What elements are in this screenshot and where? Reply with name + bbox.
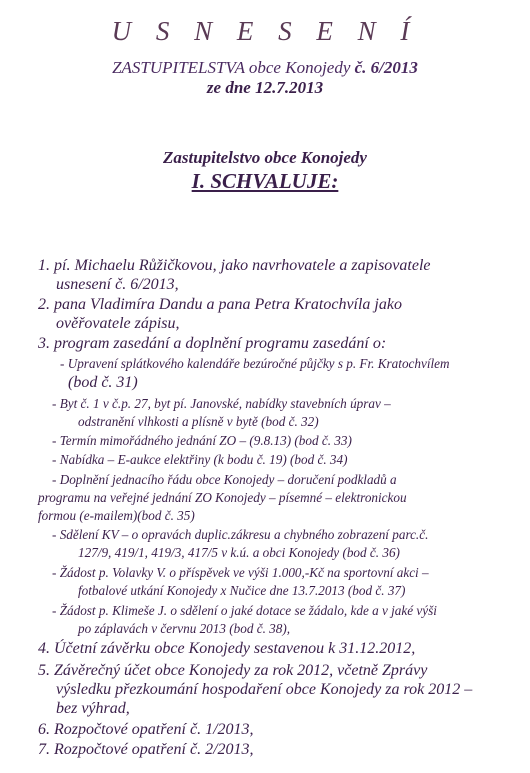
list-item: 4. Účetní závěrku obce Konojedy sestavenou k 31.12.2012, [38, 640, 416, 657]
sub-item: - Termín mimořádného jednání ZO – (9.8.13) (bod č. 33) [52, 433, 352, 448]
list-item-continuation: výsledku přezkoumání hospodaření obce Konojedy za rok 2012 – [56, 681, 473, 698]
sub-item: - Sdělení KV – o opravách duplic.zákresu a chybného zobrazení parc.č. [52, 527, 429, 542]
document-subtitle [0, 58, 530, 78]
list-item: 1. pí. Michaelu Růžičkovou, jako navrhovatele a zapisovatele [38, 257, 431, 274]
sub-item-continuation: programu na veřejné jednání ZO Konojedy – písemné – elektronickou [38, 490, 407, 505]
sub-item-continuation: 127/9, 419/1, 419/3, 417/5 v k.ú. a obci Konojedy (bod č. 36) [78, 545, 400, 560]
document-title: U S N E S E N Í [111, 16, 419, 46]
list-item: 5. Závěrečný účet obce Konojedy za rok 2012, včetně Zprávy [38, 662, 428, 679]
list-item-continuation: ověřovatele zápisu, [56, 315, 180, 332]
sub-item-continuation: odstranění vlhkosti a plísně v bytě (bod č. 32) [78, 414, 319, 429]
sub-item-continuation: (bod č. 31) [68, 374, 138, 391]
sub-item-continuation: fotbalové utkání Konojedy x Nučice dne 13.7.2013 (bod č. 37) [78, 583, 406, 598]
sub-item-continuation: po záplavách v červnu 2013 (bod č. 38), [78, 621, 291, 636]
sub-item: - Nabídka – E-aukce elektřiny (k bodu č. 19) (bod č. 34) [52, 452, 348, 467]
sub-item-continuation: formou (e-mailem)(bod č. 35) [38, 508, 195, 523]
sub-item: - Žádost p. Klimeše J. o sdělení o jaké dotace se žádalo, kde a v jaké výši [52, 603, 437, 618]
resolution-date: ze dne 12.7.2013 [206, 78, 324, 97]
section-heading: I. SCHVALUJE: [191, 169, 339, 193]
list-item: 7. Rozpočtové opatření č. 2/2013, [38, 741, 254, 758]
list-item: 3. program zasedání a doplnění programu zasedání o: [38, 335, 387, 352]
list-item-continuation: usnesení č. 6/2013, [56, 276, 179, 293]
council-name: Zastupitelstvo obce Konojedy [163, 148, 367, 167]
sub-item: - Byt č. 1 v č.p. 27, byt pí. Janovské, nabídky stavebních úprav – [52, 396, 391, 411]
list-item-continuation: bez výhrad, [56, 700, 130, 717]
sub-item: - Doplnění jednacího řádu obce Konojedy – doručení podkladů a [52, 472, 397, 487]
sub-item: - Žádost p. Volavky V. o příspěvek ve výši 1.000,-Kč na sportovní akci – [52, 565, 429, 580]
subtitle-prefix: ZASTUPITELSTVA obce Konojedy [112, 58, 355, 77]
sub-item: - Upravení splátkového kalendáře bezúročné půjčky s p. Fr. Kratochvílem [60, 356, 450, 371]
resolution-number: č. 6/2013 [354, 58, 418, 77]
list-item: 2. pana Vladimíra Dandu a pana Petra Kratochvíla jako [38, 296, 402, 313]
list-item: 6. Rozpočtové opatření č. 1/2013, [38, 721, 254, 738]
